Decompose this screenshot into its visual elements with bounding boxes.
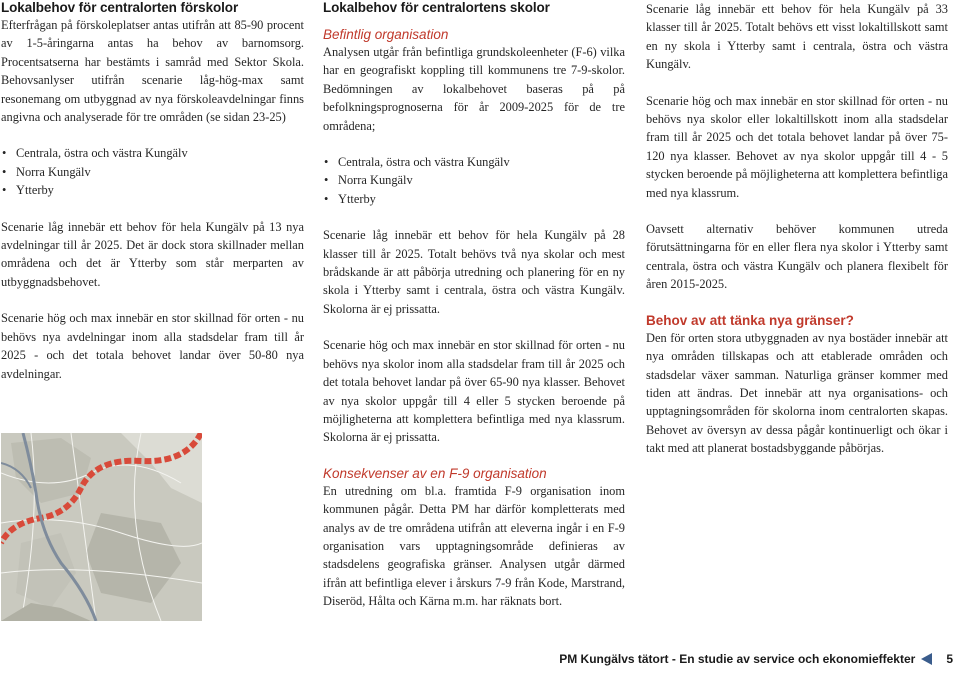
list-item: • Centrala, östra och västra Kungälv <box>1 144 304 162</box>
paragraph: Scenarie hög och max innebär en stor skillnad för orten - nu behövs nya skolor eller lokaltillskott inom alla stadsdelar fram till år 2025 och det totala behovet landar på över 75-120 nya klasser. Behovet av nya skolor uppgår till 4 - 5 stycken beroende på möjligheterna att komplettera befintliga med nya klassrum. <box>646 93 948 200</box>
section-heading-forskolor: Lokalbehov för centralorten förskolor <box>1 0 239 15</box>
subheading-konsekvenser: Konsekvenser av en F-9 organisation <box>323 465 547 481</box>
list-item: • Centrala, östra och västra Kungälv <box>323 153 625 171</box>
arrow-left-icon <box>921 653 932 665</box>
list-item: • Norra Kungälv <box>1 163 304 181</box>
page-footer <box>559 652 953 666</box>
list-item: • Ytterby <box>1 181 304 199</box>
paragraph: Efterfrågan på förskoleplatser antas utifrån att 85-90 procent av 1-5-åringarna antas ha behov av barnomsorg. Procentsatserna har bestämts i samråd med Sektor Skola. Behovsanlyser utifrån scenarie låg-hög-max samt resonemang om utbyggnad av nya förskoleavdelningar finns angivna och analyserade för tre områden (se sidan 23-25) <box>1 18 304 125</box>
paragraph: Scenarie låg innebär ett behov för hela Kungälv på 13 nya avdelningar till år 2025. Det är dock stora skillnader mellan områdena och det är Ytterby som står merparten av utbyggnadsbehovet. <box>1 219 304 289</box>
paragraph: Scenarie hög och max innebär en stor skillnad för orten - nu behövs nya avdelningar inom alla stadsdelar fram till år 2025 - och det totala behovet landar över 50-80 nya avdelningar. <box>1 311 304 381</box>
column-1 <box>1 0 304 383</box>
list-item: • Ytterby <box>323 190 625 208</box>
paragraph: Scenarie låg innebär ett behov för hela Kungälv på 28 klasser till år 2025. Totalt behövs två nya skolar och mest brådskande är att påbörja utredning och planering för en ny skola i Ytterby samt i centrala, östra och västra Kungälv. Skolorna är ej prissatta. <box>323 228 625 316</box>
column-2 <box>323 0 625 611</box>
column-3 <box>646 0 948 458</box>
paragraph: Oavsett alternativ behöver kommunen utreda förutsättningarna för en eller flera nya skolor i Ytterby samt centrala, östra och västra Kungälv och planera flexibelt för åren 2015-2025. <box>646 222 948 292</box>
paragraph: En utredning om bl.a. framtida F-9 organisation inom kommunen pågår. Detta PM har därför kompletterats med analys av de tre områdena utifrån att eleverna ingår i en F-9 organisation vars upptagningsområde definieras av stadsdelens geografiska gränser. Analysen utgår därmed ifrån att befintliga elever i årskurs 7-9 från Kode, Marstrand, Diseröd, Hålta och Kärna m.m. har räknats bort. <box>323 483 625 609</box>
paragraph: Scenarie hög och max innebär en stor skillnad för orten - nu behövs nya skolor inom alla stadsdelar fram till år 2025 och det totala behovet landar på över 65-90 nya klasser. Behovet av nya skolor uppgår till 4 eller 5 stycken beroende på möjligheterna att komplettera befintliga med nya klassrum. Skolorna är ej prissatta. <box>323 338 625 445</box>
paragraph: Scenarie låg innebär ett behov för hela Kungälv på 33 klasser till år 2025. Totalt behövs ett visst lokaltillskott samt en ny skola i Ytterby samt i centrala, östra och västra Kungälv. <box>646 2 948 72</box>
section-heading-nya-granser: Behov av att tänka nya gränser? <box>646 312 854 328</box>
page-number: 5 <box>946 652 953 666</box>
paragraph: Analysen utgår från befintliga grundskoleenheter (F-6) vilka har en geografiskt koppling till kommunens tre 7-9-skolor. Bedömningen av lokalbehovet baseras på på befolkningsprognoserna för år 2009-2025 för de tre områdena; <box>323 45 625 133</box>
section-heading-skolor: Lokalbehov för centralortens skolor <box>323 0 550 15</box>
area-list <box>323 153 625 208</box>
paragraph: Den för orten stora utbyggnaden av nya bostäder innebär att nya områden tillskapas och att etablerade områden och stadsdelar växer samman. Naturliga gränser kommer med tiden att ändras. Det innebär att nya organisations- och upptagningsområden för skolorna inom centralorten skapas. Behovet av översyn av dessa pågår kontinuerligt och ökar i takt med att planerat bostadsbyggande påbörjas. <box>646 330 948 456</box>
area-map-image <box>1 433 202 621</box>
subheading-befintlig: Befintlig organisation <box>323 27 449 42</box>
list-item: • Norra Kungälv <box>323 171 625 189</box>
area-list <box>1 144 304 199</box>
footer-title: PM Kungälvs tätort - En studie av service och ekonomieffekter <box>559 652 916 666</box>
